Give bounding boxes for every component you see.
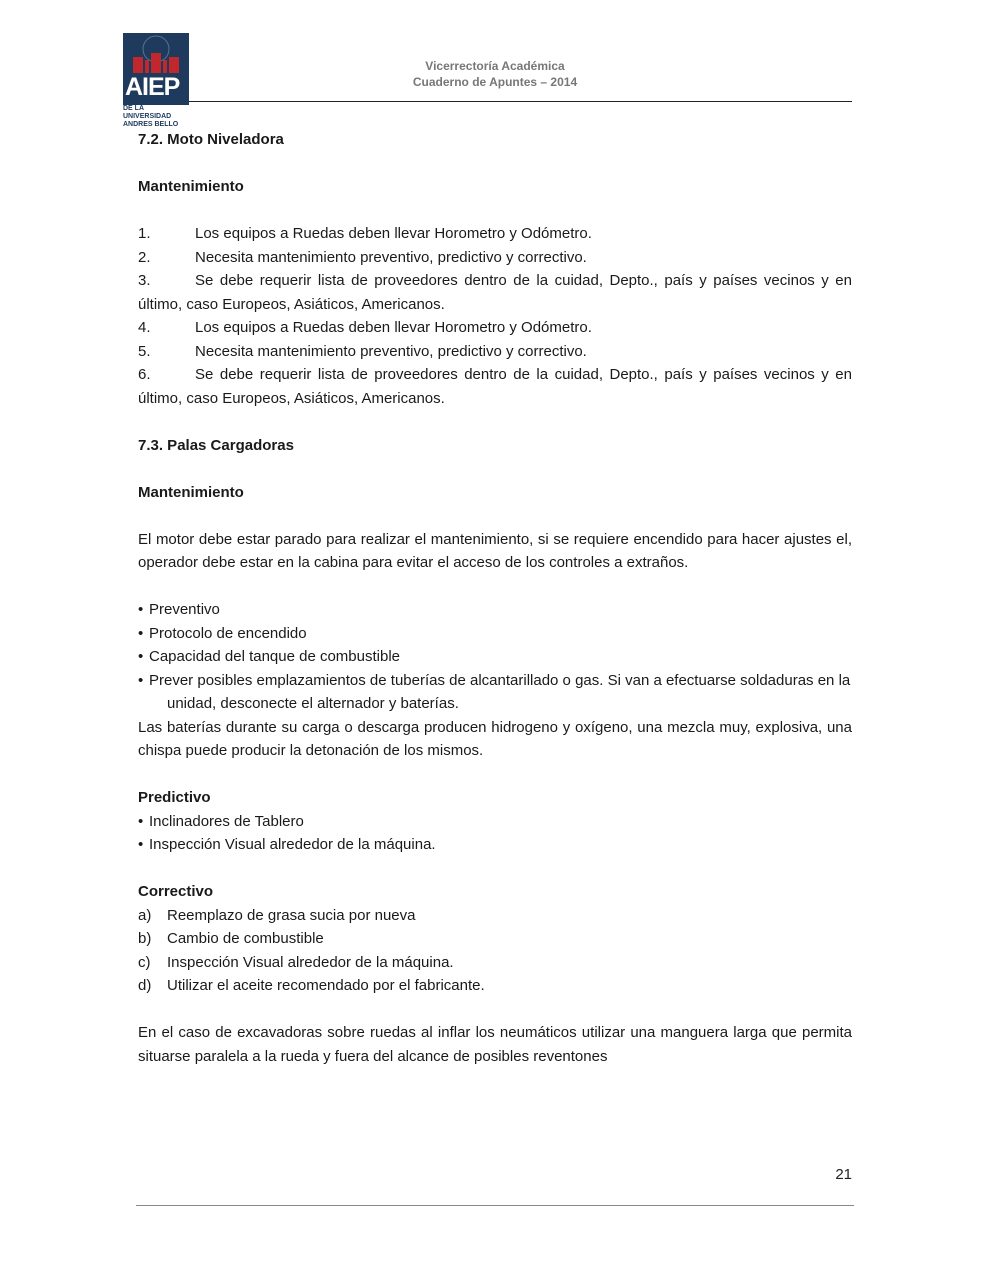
numbered-item	[138, 363, 852, 410]
lettered-item	[138, 927, 852, 951]
logo-text: AIEP	[125, 73, 180, 101]
numbered-item	[138, 316, 852, 340]
battery-note: Las baterías durante su carga o descarga producen hidrogeno y oxígeno, una mezcla muy, explosiva, una chispa puede producir la detonación de los mismos.	[138, 718, 852, 759]
bullet-item	[138, 833, 852, 857]
item-text: Necesita mantenimiento preventivo, predictivo y correctivo.	[195, 248, 587, 266]
lettered-item	[138, 974, 852, 998]
closing-paragraph: En el caso de excavadoras sobre ruedas al inflar los neumáticos utilizar una manguera larga que permita situarse paralela a la rueda y fuera del alcance de posibles reventones	[138, 1024, 852, 1065]
item-text: Utilizar el aceite recomendado por el fabricante.	[167, 977, 485, 994]
item-text: Los equipos a Ruedas deben llevar Horometro y Odómetro.	[195, 225, 592, 242]
header-title-line-2: Cuaderno de Apuntes – 2014	[412, 75, 578, 89]
bullet-item	[138, 810, 852, 834]
logo-subtitle-line-2: ANDRES BELLO	[123, 121, 179, 128]
lettered-item	[138, 904, 852, 928]
item-number: 1.	[138, 225, 151, 242]
intro-paragraph: El motor debe estar parado para realizar el mantenimiento, si se requiere encendido para hacer ajustes el, operador debe estar en la cabina para evitar el acceso de los controles a extraños.	[138, 530, 852, 571]
bullet-item	[138, 669, 852, 716]
numbered-item	[138, 269, 852, 316]
bullet-item	[138, 598, 852, 622]
bullet-text: Inclinadores de Tablero	[149, 812, 304, 830]
item-letter: b)	[138, 930, 152, 947]
item-number: 5.	[138, 342, 151, 360]
section-heading-7-3: 7.3. Palas Cargadoras	[138, 436, 294, 454]
item-text: Inspección Visual alrededor de la máquina.	[167, 953, 454, 971]
bullet-text: Preventivo	[149, 601, 220, 618]
item-number: 2.	[138, 248, 151, 266]
bullet-continuation: unidad, desconecte el alternador y baterías.	[167, 695, 459, 712]
item-number: 3.	[138, 272, 151, 289]
page-content	[138, 128, 852, 1068]
lettered-item	[138, 951, 852, 975]
aiep-logo	[123, 33, 189, 128]
logo-emblem	[123, 33, 189, 105]
item-number: 4.	[138, 319, 151, 336]
numbered-item	[138, 246, 852, 270]
subheading-maintenance: Mantenimiento	[138, 483, 244, 501]
numbered-item	[138, 222, 852, 246]
subheading-maintenance: Mantenimiento	[138, 178, 244, 195]
header-divider	[189, 101, 852, 102]
logo-subtitle-line-1: DE LA UNIVERSIDAD	[123, 105, 172, 120]
section-heading-7-2: 7.2. Moto Niveladora	[138, 131, 284, 148]
item-text: Se debe requerir lista de proveedores dentro de la cuidad, Depto., país y países vecinos y en último, caso Europeos, Asiáticos, Americanos.	[138, 272, 852, 313]
page-number: 21	[835, 1166, 852, 1183]
item-number: 6.	[138, 366, 151, 383]
bullet-text: Protocolo de encendido	[149, 624, 307, 642]
bullet-text: Prever posibles emplazamientos de tuberías de alcantarillado o gas. Si van a efectuarse soldaduras en la	[149, 671, 851, 689]
predictive-heading: Predictivo	[138, 789, 211, 806]
bullet-text: Inspección Visual alrededor de la máquina.	[149, 836, 436, 853]
item-text: Cambio de combustible	[167, 930, 324, 947]
header-title-line-1: Vicerrectoría Académica	[425, 59, 565, 73]
numbered-item	[138, 340, 852, 364]
footer-divider	[136, 1205, 854, 1206]
bullet-item	[138, 645, 852, 669]
bullet-item	[138, 622, 852, 646]
item-text: Se debe requerir lista de proveedores dentro de la cuidad, Depto., país y países vecinos y en último, caso Europeos, Asiáticos, Americanos.	[138, 366, 852, 407]
item-letter: c)	[138, 953, 151, 971]
item-letter: a)	[138, 906, 152, 924]
corrective-heading: Correctivo	[138, 883, 214, 900]
item-letter: d)	[138, 977, 152, 994]
item-text: Los equipos a Ruedas deben llevar Horometro y Odómetro.	[195, 319, 592, 336]
logo-subtitle	[123, 105, 193, 129]
item-text: Reemplazo de grasa sucia por nueva	[167, 906, 416, 924]
bullet-text: Capacidad del tanque de combustible	[149, 648, 401, 665]
item-text: Necesita mantenimiento preventivo, predictivo y correctivo.	[195, 342, 587, 360]
